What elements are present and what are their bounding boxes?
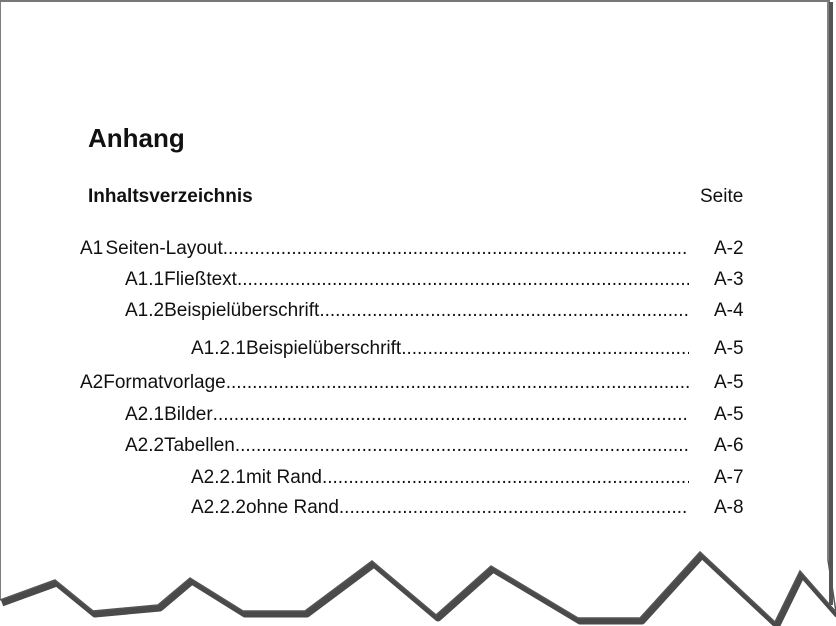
toc-entry-number: A1 (80, 238, 104, 259)
toc-leader-dots (322, 466, 689, 490)
toc-entry-page: A-4 (714, 300, 744, 321)
toc-entry-title: Beispielüberschrift (164, 300, 320, 321)
toc-entry-number: A2.2 (125, 435, 165, 456)
toc-entry (191, 496, 689, 520)
toc-leader-dots (213, 403, 689, 427)
page-column-label: Seite (700, 186, 744, 207)
toc-entry-page: A-3 (714, 269, 744, 290)
toc-heading: Inhaltsverzeichnis (88, 186, 253, 207)
toc-entry-page: A-5 (714, 338, 744, 359)
toc-leader-dots (223, 237, 689, 261)
toc-leader-dots (319, 299, 689, 323)
toc-entry-number: A1.2 (125, 300, 165, 321)
toc-entry-title: Formatvorlage (103, 372, 226, 393)
toc-entry-number: A2.2.2 (191, 497, 246, 518)
toc-entry-page: A-7 (714, 467, 744, 488)
toc-entry (125, 403, 689, 427)
toc-entry-number: A2.1 (125, 404, 165, 425)
toc-entry (80, 371, 689, 395)
toc-leader-dots (401, 337, 689, 361)
toc-leader-dots (226, 371, 689, 395)
toc-entry-title: ohne Rand (245, 497, 339, 518)
toc-entry-title: Seiten-Layout (105, 238, 223, 259)
toc-entry-number: A2.2.1 (191, 467, 246, 488)
toc-entry-page: A-2 (714, 238, 744, 259)
toc-leader-dots (339, 496, 689, 520)
toc-entry (191, 337, 689, 361)
toc-entry (125, 299, 689, 323)
toc-entry-page: A-6 (714, 435, 744, 456)
toc-entry-number: A2 (80, 372, 104, 393)
toc-entry-title: Tabellen (164, 435, 235, 456)
toc-entry-title: Fließtext (164, 269, 237, 290)
toc-entry-page: A-5 (714, 372, 744, 393)
toc-entry-page: A-5 (714, 404, 744, 425)
toc-leader-dots (235, 434, 689, 458)
toc-entry-title: Bilder (164, 404, 213, 425)
toc-entry-title: mit Rand (245, 467, 322, 488)
toc-entry-number: A1.1 (125, 269, 165, 290)
page-title: Anhang (88, 123, 185, 153)
toc-leader-dots (237, 268, 689, 292)
toc-entry (191, 466, 689, 490)
toc-entry-number: A1.2.1 (191, 338, 246, 359)
toc-entry (125, 268, 689, 292)
toc-entry (80, 237, 689, 261)
toc-entry-page: A-8 (714, 497, 744, 518)
toc-entry-title: Beispielüberschrift (245, 338, 402, 359)
toc-entry (125, 434, 689, 458)
